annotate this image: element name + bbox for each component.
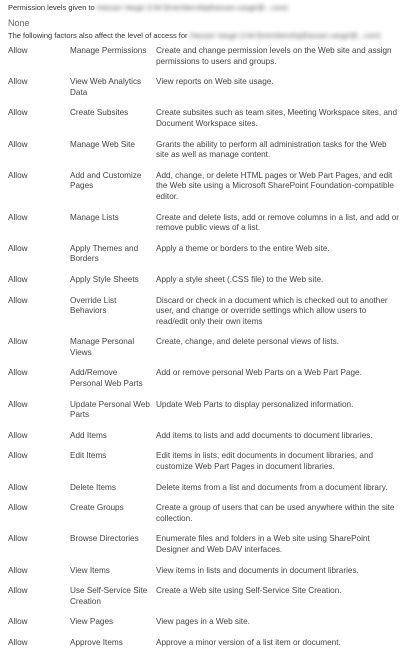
permission-description: View reports on Web site usage. <box>156 77 274 87</box>
permission-name: Delete Items <box>70 482 116 492</box>
permission-row <box>8 296 400 338</box>
permission-description: Create and change permission levels on the Web site and assign permissions to users and groups. <box>156 46 392 66</box>
permission-status: Allow <box>8 295 28 305</box>
permission-row <box>8 503 400 534</box>
permission-name: Use Self-Service Site Creation <box>70 586 148 606</box>
permission-row <box>8 171 400 213</box>
permission-description: Enumerate files and folders in a Web site using SharePoint Designer and Web DAV interfaces. <box>156 534 370 554</box>
permission-description: Apply a theme or borders to the entire Web site. <box>156 243 330 253</box>
permission-name: Manage Permissions <box>70 46 147 55</box>
permission-description: Approve a minor version of a list item or document. <box>156 637 341 647</box>
permission-status: Allow <box>8 503 28 513</box>
permissions-table-body <box>8 46 400 659</box>
permission-row <box>8 586 400 617</box>
permission-name: View Items <box>70 565 110 575</box>
permission-row <box>8 617 400 638</box>
permission-name: Add Items <box>70 430 107 440</box>
permission-description: Delete items from a list and documents from a document library. <box>156 482 388 492</box>
permission-name: Manage Web Site <box>70 139 135 149</box>
permission-status: Allow <box>8 534 28 544</box>
permission-status: Allow <box>8 565 28 575</box>
permission-name: Manage Lists <box>70 212 119 222</box>
permission-name: Add and Customize Pages <box>70 170 142 191</box>
permission-description: Apply a style sheet (.CSS file) to the Web site. <box>156 274 324 284</box>
permission-description: Create and delete lists, add or remove columns in a list, and add or remove public views of a list. <box>156 212 400 233</box>
permission-status: Allow <box>8 617 28 627</box>
permission-status: Allow <box>8 274 28 284</box>
permission-description: Edit items in lists, edit documents in document libraries, and customize Web Part Pages in document libraries. <box>156 451 374 472</box>
user-account-blurred: Hassan Vasgir (i:0#.f|membership|hassan.vasgir@...com) <box>96 3 288 12</box>
factors-user-blurred: Hassan Vasgir (i:0#.f|membership|hassan.vasgir@...com) <box>189 31 381 40</box>
permission-row <box>8 368 400 399</box>
permission-status: Allow <box>8 170 28 180</box>
factors-prefix: The following factors also affect the level of access for <box>8 31 188 40</box>
permission-status: Allow <box>8 399 28 409</box>
permission-description: Add or remove personal Web Parts on a Web Part Page. <box>156 368 362 378</box>
permission-row <box>8 451 400 482</box>
permission-name: View Web Analytics Data <box>70 77 142 97</box>
permission-status: Allow <box>8 337 28 347</box>
permission-row <box>8 46 400 77</box>
permission-status: Allow <box>8 451 28 461</box>
permission-status: Allow <box>8 212 28 222</box>
permission-status: Allow <box>8 46 28 55</box>
permission-description: Discard or check in a document which is checked out to another user, and change or override settings which allow users to read/edit only their own items <box>156 295 388 326</box>
permission-status: Allow <box>8 77 28 87</box>
permission-status: Allow <box>8 637 28 647</box>
permission-row <box>8 431 400 452</box>
permission-name: Approve Items <box>70 637 123 647</box>
permission-row <box>8 638 400 659</box>
permission-row <box>8 400 400 431</box>
permission-row <box>8 566 400 587</box>
permission-row <box>8 140 400 171</box>
permission-row <box>8 213 400 244</box>
permission-status: Allow <box>8 368 28 378</box>
permission-levels-prefix: Permission levels given to <box>8 3 95 12</box>
permission-description: Create, change, and delete personal views of lists. <box>156 337 339 347</box>
permission-name: Create Subsites <box>70 108 129 118</box>
permission-status: Allow <box>8 139 28 149</box>
permission-status: Allow <box>8 243 28 253</box>
permission-row <box>8 77 400 108</box>
permission-name: Create Groups <box>70 503 124 513</box>
permission-name: Update Personal Web Parts <box>70 399 150 420</box>
permission-description: View items in lists and documents in document libraries. <box>156 565 359 575</box>
permission-status: Allow <box>8 430 28 440</box>
permission-name: Edit Items <box>70 451 107 461</box>
permission-description: View pages in a Web site. <box>156 617 250 627</box>
permission-name: Add/Remove Personal Web Parts <box>70 368 143 389</box>
factors-heading <box>8 31 381 40</box>
permission-status: Allow <box>8 482 28 492</box>
permission-description: Create a Web site using Self-Service Site Creation. <box>156 586 342 596</box>
permission-name: View Pages <box>70 617 114 627</box>
permission-name: Manage Personal Views <box>70 337 135 357</box>
permission-description: Grants the ability to perform all administration tasks for the Web site as well as manage content. <box>156 139 387 160</box>
permission-description: Create a group of users that can be used anywhere within the site collection. <box>156 503 395 523</box>
permission-description: Update Web Parts to display personalized information. <box>156 399 354 409</box>
permission-row <box>8 337 400 368</box>
permission-row <box>8 108 400 139</box>
permission-row <box>8 275 400 296</box>
permission-name: Override List Behaviors <box>70 295 117 316</box>
permission-status: Allow <box>8 586 28 596</box>
permission-name: Browse Directories <box>70 534 139 544</box>
permission-levels-none: None <box>8 18 30 28</box>
permission-name: Apply Style Sheets <box>70 274 139 284</box>
permission-row <box>8 483 400 504</box>
permission-description: Create subsites such as team sites, Meeting Workspace sites, and Document Workspace sites. <box>156 108 398 128</box>
permission-description: Add items to lists and add documents to document libraries. <box>156 430 373 440</box>
permission-description: Add, change, or delete HTML pages or Web Part Pages, and edit the Web site using a Microsoft SharePoint Foundation-compatible editor. <box>156 170 394 201</box>
permission-row <box>8 244 400 275</box>
permissions-table <box>8 46 400 659</box>
permission-row <box>8 534 400 565</box>
permission-status: Allow <box>8 108 28 118</box>
permission-levels-heading <box>8 3 288 12</box>
permission-name: Apply Themes and Borders <box>70 243 139 264</box>
